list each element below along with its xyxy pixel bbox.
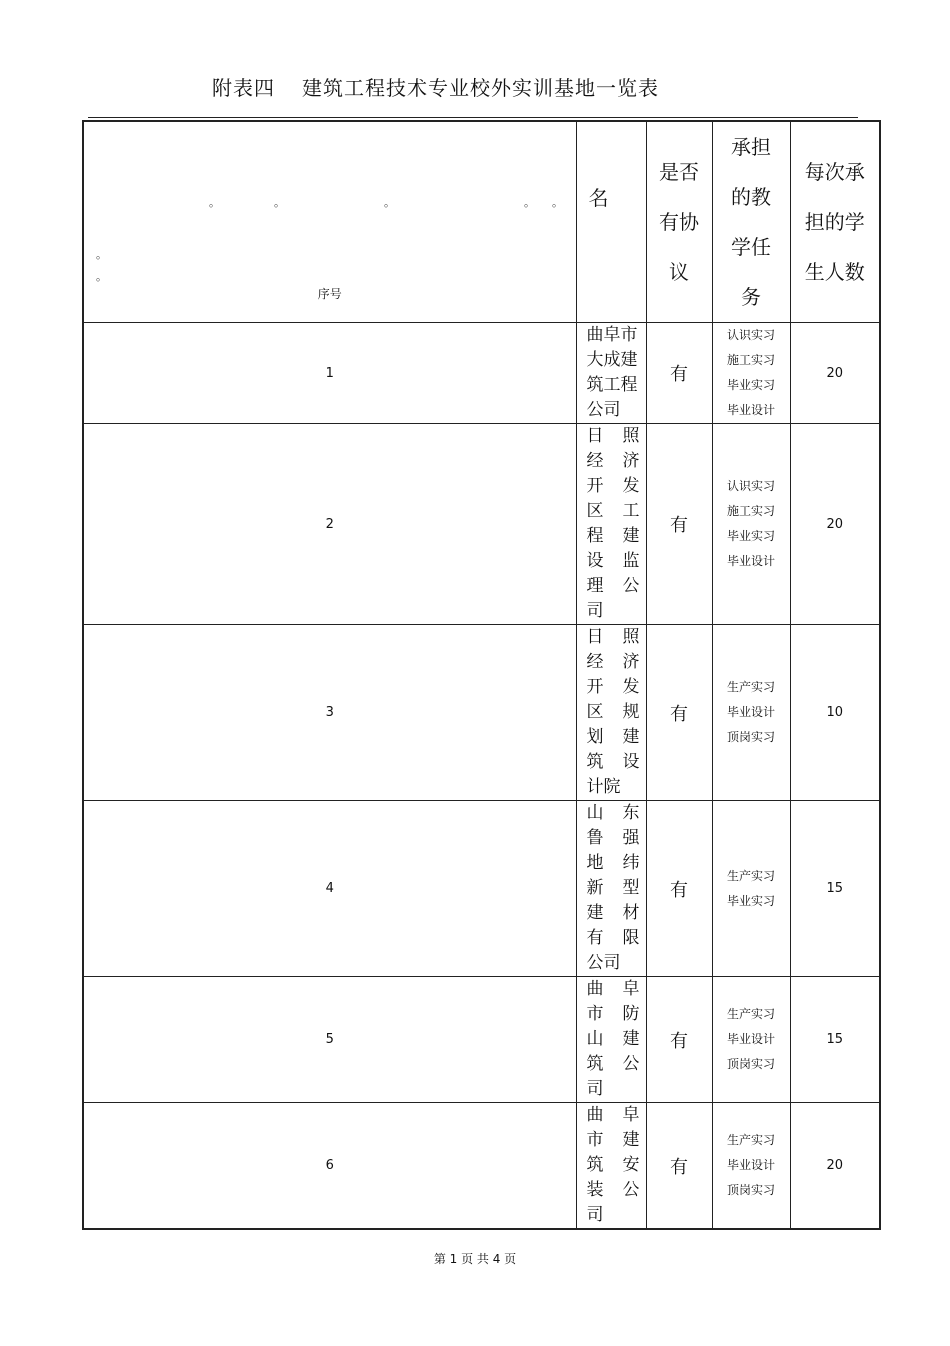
name-text: 筑: [586, 1054, 604, 1074]
header-dot: 。: [552, 196, 563, 209]
task-item: 毕业设计: [726, 1158, 775, 1172]
name-text: 经: [586, 451, 604, 471]
task-item: 认识实习: [726, 479, 775, 493]
name-text: 建: [622, 1029, 640, 1049]
tasks-cell: [712, 424, 790, 625]
name-text: 皁: [622, 1105, 640, 1125]
name-line: [587, 449, 640, 474]
name-text: 型: [622, 878, 640, 898]
task-item: 生产实习: [726, 1007, 775, 1021]
agreement-value: 有: [670, 515, 688, 536]
name-text: 地: [586, 853, 604, 873]
header-tasks-cell: [712, 121, 790, 323]
name-line: [587, 876, 640, 901]
name-text: 经: [586, 652, 604, 672]
name-text: 日: [586, 426, 604, 446]
students-cell: [790, 1103, 880, 1230]
name-text: 强: [622, 828, 640, 848]
name-text: 济: [622, 652, 640, 672]
agreement-cell: [646, 424, 712, 625]
students-cell: [790, 801, 880, 977]
name-text: 司: [586, 1079, 604, 1099]
name-line: [587, 675, 640, 700]
task-item: 生产实习: [726, 868, 775, 883]
tasks-cell: [712, 1103, 790, 1230]
name-text: 开: [586, 476, 604, 496]
name-text: 曲: [586, 979, 604, 999]
agreement-cell: [646, 801, 712, 977]
training-base-table: [82, 120, 881, 1230]
name-text: 曲皁市: [586, 325, 638, 345]
seq-value: 3: [325, 705, 334, 720]
header-students-line: 生人数: [804, 260, 865, 284]
name-line: [587, 1052, 640, 1077]
name-text: 照: [622, 627, 640, 647]
name-line: [587, 1128, 640, 1153]
header-students-line: 每次承: [804, 160, 865, 184]
task-item: 毕业实习: [726, 378, 775, 392]
header-students-cell: [790, 121, 880, 323]
table-row: [83, 625, 880, 801]
name-text: 有: [586, 928, 604, 948]
name-text: 区: [586, 501, 604, 521]
name-text: 纬: [622, 853, 640, 873]
name-line: [587, 1027, 640, 1052]
tasks-cell: [712, 977, 790, 1103]
name-line: [587, 725, 640, 750]
header-seq-cell: [83, 121, 576, 323]
name-line: [587, 775, 640, 800]
name-text: 规: [622, 702, 640, 722]
seq-cell: [83, 323, 576, 424]
seq-cell: [83, 1103, 576, 1230]
header-agreement-cell: [646, 121, 712, 323]
name-text: 防: [622, 1004, 640, 1024]
name-text: 筑: [586, 1155, 604, 1175]
table-row: [83, 1103, 880, 1230]
name-line: [587, 524, 640, 549]
agreement-cell: [646, 977, 712, 1103]
agreement-value: 有: [670, 364, 688, 385]
task-item: 顶岗实习: [726, 1057, 775, 1071]
name-text: 限: [622, 928, 640, 948]
seq-cell: [83, 625, 576, 801]
name-text: 装: [586, 1180, 604, 1200]
agreement-value: 有: [670, 703, 688, 725]
students-value: 15: [826, 881, 844, 896]
name-text: 山: [586, 803, 604, 823]
header-agreement-line: 议: [669, 260, 689, 284]
header-dot: 。: [274, 196, 285, 209]
tasks-cell: [712, 323, 790, 424]
task-item: 顶岗实习: [726, 1183, 775, 1197]
students-value: 20: [826, 365, 844, 381]
table-row: [83, 801, 880, 977]
name-cell: [576, 625, 646, 801]
students-cell: [790, 323, 880, 424]
name-text: 皁: [622, 979, 640, 999]
header-dot: 。: [384, 196, 395, 209]
name-text: 理: [586, 576, 604, 596]
name-line: [587, 826, 640, 851]
title-prefix: 附表四: [212, 76, 275, 100]
agreement-value: 有: [670, 1156, 688, 1178]
task-item: 生产实习: [726, 680, 775, 694]
header-dot: 。: [96, 270, 107, 283]
name-line: [587, 1153, 640, 1178]
name-line: [587, 625, 640, 650]
name-line: [587, 1002, 640, 1027]
task-item: 生产实习: [726, 1133, 775, 1147]
seq-cell: [83, 424, 576, 625]
seq-cell: [83, 977, 576, 1103]
name-line: [587, 801, 640, 826]
name-text: 市: [586, 1004, 604, 1024]
name-text: 发: [622, 677, 640, 697]
header-name-cell: [576, 121, 646, 323]
name-text: 建: [586, 903, 604, 923]
students-value: 20: [826, 516, 844, 532]
name-line: [587, 1178, 640, 1203]
name-line: [587, 650, 640, 675]
name-cell: [576, 801, 646, 977]
name-text: 安: [622, 1155, 640, 1175]
name-text: 鲁: [586, 828, 604, 848]
name-text: 日: [586, 627, 604, 647]
task-item: 顶岗实习: [726, 730, 775, 744]
header-tasks-line: 承担: [731, 135, 771, 159]
name-text: 计院: [586, 777, 621, 797]
name-text: 公: [622, 1054, 640, 1074]
students-value: 15: [826, 1032, 844, 1047]
name-text: 司: [586, 1205, 604, 1225]
top-rule: [88, 117, 858, 118]
name-line: [587, 926, 640, 951]
header-students-line: 担的学: [804, 210, 865, 234]
header-tasks-line: 务: [741, 285, 761, 309]
name-line: [587, 574, 640, 599]
name-cell: [576, 424, 646, 625]
seq-value: 4: [325, 881, 334, 896]
agreement-cell: [646, 323, 712, 424]
name-text: 划: [586, 727, 604, 747]
name-text: 筑: [586, 752, 604, 772]
name-line: [587, 323, 640, 348]
name-text: 工: [622, 501, 640, 521]
header-tasks-line: 学任: [731, 235, 771, 259]
task-item: 毕业实习: [726, 529, 775, 543]
students-cell: [790, 625, 880, 801]
seq-cell: [83, 801, 576, 977]
header-seq-label: 序号: [317, 287, 342, 301]
seq-value: 1: [325, 365, 334, 381]
name-line: [587, 1203, 640, 1228]
name-line: [587, 373, 640, 398]
table-row: [83, 977, 880, 1103]
name-text: 监: [622, 551, 640, 571]
name-text: 设: [586, 551, 604, 571]
name-line: [587, 951, 640, 976]
name-text: 市: [586, 1130, 604, 1150]
name-line: [587, 750, 640, 775]
name-text: 区: [586, 702, 604, 722]
students-cell: [790, 977, 880, 1103]
name-text: 公司: [586, 400, 621, 420]
name-line: [587, 398, 640, 423]
name-text: 山: [586, 1029, 604, 1049]
seq-value: 5: [325, 1032, 334, 1047]
task-item: 毕业实习: [726, 893, 775, 908]
name-text: 济: [622, 451, 640, 471]
header-agreement-line: 是否: [659, 160, 699, 184]
header-name-label: 名: [588, 186, 609, 210]
header-row: [83, 121, 880, 323]
name-cell: [576, 1103, 646, 1230]
tasks-cell: [712, 801, 790, 977]
name-line: [587, 901, 640, 926]
name-text: 公司: [586, 953, 621, 973]
students-value: 10: [826, 705, 844, 720]
tasks-cell: [712, 625, 790, 801]
task-item: 毕业设计: [726, 705, 775, 719]
name-text: 材: [622, 903, 640, 923]
name-text: 建: [622, 526, 640, 546]
title-main: 建筑工程技术专业校外实训基地一览表: [302, 76, 659, 100]
table-row: [83, 424, 880, 625]
header-agreement-line: 有协: [659, 210, 699, 234]
name-text: 东: [622, 803, 640, 823]
agreement-value: 有: [670, 1030, 688, 1052]
name-line: [587, 977, 640, 1002]
name-text: 建: [622, 1130, 640, 1150]
agreement-cell: [646, 625, 712, 801]
seq-value: 2: [325, 516, 334, 532]
task-item: 施工实习: [726, 504, 775, 518]
name-text: 新: [586, 878, 604, 898]
name-text: 大成建: [586, 350, 638, 370]
name-text: 公: [622, 576, 640, 596]
name-text: 司: [586, 601, 604, 621]
name-line: [587, 700, 640, 725]
document-title: [0, 72, 950, 104]
name-line: [587, 599, 640, 624]
name-line: [587, 549, 640, 574]
name-cell: [576, 977, 646, 1103]
task-item: 毕业设计: [726, 554, 775, 568]
name-text: 公: [622, 1180, 640, 1200]
header-tasks-line: 的教: [731, 185, 771, 209]
students-value: 20: [826, 1158, 844, 1173]
name-line: [587, 1077, 640, 1102]
task-item: 毕业设计: [726, 403, 775, 417]
task-item: 施工实习: [726, 353, 775, 367]
name-line: [587, 1103, 640, 1128]
agreement-value: 有: [670, 879, 688, 901]
name-text: 建: [622, 727, 640, 747]
name-cell: [576, 323, 646, 424]
page-footer: 第 1 页 共 4 页: [433, 1252, 517, 1266]
name-text: 照: [622, 426, 640, 446]
header-dot: 。: [96, 248, 107, 261]
name-line: [587, 851, 640, 876]
task-item: 毕业设计: [726, 1032, 775, 1046]
agreement-cell: [646, 1103, 712, 1230]
task-item: 认识实习: [726, 328, 775, 342]
name-line: [587, 474, 640, 499]
name-text: 开: [586, 677, 604, 697]
name-line: [587, 499, 640, 524]
seq-value: 6: [325, 1158, 334, 1173]
students-cell: [790, 424, 880, 625]
name-line: [587, 348, 640, 373]
header-dot: 。: [209, 196, 220, 209]
name-text: 发: [622, 476, 640, 496]
name-line: [587, 424, 640, 449]
name-text: 程: [586, 526, 604, 546]
table-row: [83, 323, 880, 424]
name-text: 筑工程: [586, 375, 638, 395]
name-text: 设: [622, 752, 640, 772]
header-dot: 。: [524, 196, 535, 209]
name-text: 曲: [586, 1105, 604, 1125]
